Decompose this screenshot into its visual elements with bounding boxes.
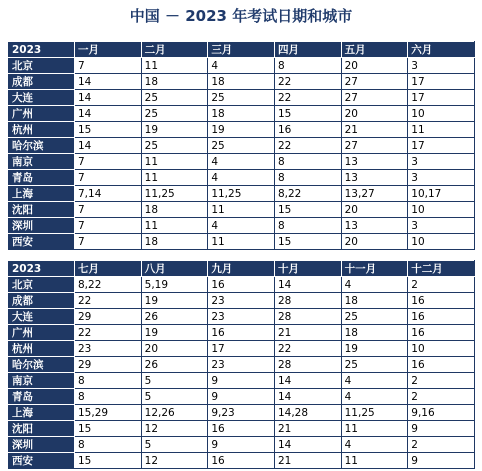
year-header: 2023 xyxy=(9,42,75,58)
exam-date-cell: 5 xyxy=(141,437,208,453)
header-row xyxy=(9,42,475,58)
table-row xyxy=(9,293,475,309)
exam-date-cell: 8 xyxy=(274,218,341,234)
exam-schedule-table-jan-jun xyxy=(8,41,475,250)
table-row xyxy=(9,218,475,234)
exam-date-cell: 10 xyxy=(408,341,475,357)
exam-date-cell: 21 xyxy=(341,122,408,138)
exam-date-cell: 25 xyxy=(208,138,275,154)
exam-date-cell: 9 xyxy=(408,421,475,437)
exam-date-cell: 10 xyxy=(408,106,475,122)
table-row xyxy=(9,106,475,122)
table-row xyxy=(9,186,475,202)
city-label: 上海 xyxy=(9,186,75,202)
exam-date-cell: 15 xyxy=(274,202,341,218)
exam-date-cell: 11 xyxy=(341,453,408,469)
exam-date-cell: 13 xyxy=(341,154,408,170)
exam-date-cell: 4 xyxy=(341,373,408,389)
exam-date-cell: 23 xyxy=(208,293,275,309)
exam-date-cell: 14 xyxy=(274,389,341,405)
exam-date-cell: 18 xyxy=(341,325,408,341)
exam-date-cell: 17 xyxy=(408,74,475,90)
exam-date-cell: 12,26 xyxy=(141,405,208,421)
exam-date-cell: 5 xyxy=(141,373,208,389)
exam-date-cell: 13 xyxy=(341,218,408,234)
exam-date-cell: 26 xyxy=(141,309,208,325)
exam-date-cell: 25 xyxy=(341,309,408,325)
exam-date-cell: 5 xyxy=(141,389,208,405)
page-title: 中国 － 2023 年考试日期和城市 xyxy=(129,7,353,25)
exam-date-cell: 15 xyxy=(274,234,341,250)
month-header: 五月 xyxy=(341,42,408,58)
exam-date-cell: 4 xyxy=(341,389,408,405)
exam-date-cell: 4 xyxy=(208,154,275,170)
city-label: 大连 xyxy=(9,90,75,106)
exam-date-cell: 25 xyxy=(141,138,208,154)
city-label: 南京 xyxy=(9,154,75,170)
table-row xyxy=(9,202,475,218)
exam-date-cell: 11 xyxy=(408,122,475,138)
table-row xyxy=(9,234,475,250)
exam-date-cell: 8,22 xyxy=(75,277,142,293)
city-label: 西安 xyxy=(9,453,75,469)
exam-date-cell: 18 xyxy=(341,293,408,309)
exam-date-cell: 19 xyxy=(341,341,408,357)
exam-date-cell: 2 xyxy=(408,389,475,405)
exam-date-cell: 14 xyxy=(75,90,142,106)
exam-date-cell: 17 xyxy=(208,341,275,357)
month-header: 九月 xyxy=(208,261,275,277)
exam-date-cell: 12 xyxy=(141,453,208,469)
exam-date-cell: 16 xyxy=(208,453,275,469)
exam-date-cell: 11 xyxy=(208,202,275,218)
table-row xyxy=(9,138,475,154)
exam-date-cell: 22 xyxy=(75,325,142,341)
exam-date-cell: 18 xyxy=(141,234,208,250)
exam-date-cell: 9 xyxy=(208,437,275,453)
city-label: 成都 xyxy=(9,293,75,309)
exam-date-cell: 8 xyxy=(75,389,142,405)
exam-date-cell: 11 xyxy=(208,234,275,250)
exam-date-cell: 26 xyxy=(141,357,208,373)
exam-date-cell: 8 xyxy=(274,170,341,186)
exam-date-cell: 27 xyxy=(341,138,408,154)
exam-date-cell: 16 xyxy=(274,122,341,138)
table-row xyxy=(9,405,475,421)
month-header: 二月 xyxy=(141,42,208,58)
exam-date-cell: 14,28 xyxy=(274,405,341,421)
city-label: 深圳 xyxy=(9,218,75,234)
exam-date-cell: 22 xyxy=(274,341,341,357)
table-row xyxy=(9,74,475,90)
table-row xyxy=(9,154,475,170)
exam-date-cell: 5,19 xyxy=(141,277,208,293)
exam-date-cell: 23 xyxy=(208,357,275,373)
exam-date-cell: 16 xyxy=(208,325,275,341)
exam-date-cell: 14 xyxy=(75,106,142,122)
table-row xyxy=(9,437,475,453)
exam-date-cell: 16 xyxy=(208,277,275,293)
exam-date-cell: 10 xyxy=(408,202,475,218)
exam-date-cell: 9 xyxy=(208,389,275,405)
city-label: 上海 xyxy=(9,405,75,421)
exam-date-cell: 11 xyxy=(341,421,408,437)
exam-date-cell: 11 xyxy=(141,218,208,234)
exam-date-cell: 3 xyxy=(408,218,475,234)
exam-date-cell: 18 xyxy=(208,74,275,90)
exam-date-cell: 7,14 xyxy=(75,186,142,202)
table-row xyxy=(9,373,475,389)
exam-date-cell: 28 xyxy=(274,309,341,325)
table-row xyxy=(9,90,475,106)
exam-date-cell: 8 xyxy=(274,154,341,170)
table-row xyxy=(9,453,475,469)
exam-date-cell: 11,25 xyxy=(341,405,408,421)
exam-date-cell: 20 xyxy=(341,58,408,74)
exam-date-cell: 13 xyxy=(341,170,408,186)
city-label: 沈阳 xyxy=(9,421,75,437)
exam-date-cell: 7 xyxy=(75,58,142,74)
month-header: 六月 xyxy=(408,42,475,58)
exam-date-cell: 7 xyxy=(75,170,142,186)
exam-date-cell: 19 xyxy=(141,325,208,341)
city-label: 青岛 xyxy=(9,170,75,186)
exam-date-cell: 14 xyxy=(75,138,142,154)
exam-date-cell: 14 xyxy=(75,74,142,90)
exam-date-cell: 8 xyxy=(274,58,341,74)
exam-date-cell: 21 xyxy=(274,453,341,469)
exam-date-cell: 3 xyxy=(408,58,475,74)
exam-date-cell: 4 xyxy=(208,58,275,74)
city-label: 杭州 xyxy=(9,341,75,357)
exam-date-cell: 18 xyxy=(141,74,208,90)
exam-date-cell: 18 xyxy=(141,202,208,218)
exam-date-cell: 22 xyxy=(274,138,341,154)
city-label: 广州 xyxy=(9,106,75,122)
exam-date-cell: 22 xyxy=(75,293,142,309)
exam-date-cell: 23 xyxy=(208,309,275,325)
exam-date-cell: 29 xyxy=(75,309,142,325)
exam-date-cell: 15 xyxy=(75,122,142,138)
exam-date-cell: 16 xyxy=(408,293,475,309)
exam-date-cell: 23 xyxy=(75,341,142,357)
city-label: 南京 xyxy=(9,373,75,389)
exam-date-cell: 2 xyxy=(408,437,475,453)
exam-date-cell: 4 xyxy=(341,437,408,453)
table-row xyxy=(9,421,475,437)
exam-date-cell: 11 xyxy=(141,170,208,186)
city-label: 西安 xyxy=(9,234,75,250)
exam-date-cell: 9,16 xyxy=(408,405,475,421)
exam-date-cell: 3 xyxy=(408,154,475,170)
month-header: 八月 xyxy=(141,261,208,277)
table-row xyxy=(9,325,475,341)
city-label: 深圳 xyxy=(9,437,75,453)
exam-date-cell: 14 xyxy=(274,437,341,453)
exam-date-cell: 10,17 xyxy=(408,186,475,202)
exam-date-cell: 19 xyxy=(141,122,208,138)
city-label: 北京 xyxy=(9,58,75,74)
table-row xyxy=(9,389,475,405)
exam-date-cell: 9 xyxy=(408,453,475,469)
exam-date-cell: 16 xyxy=(208,421,275,437)
city-label: 广州 xyxy=(9,325,75,341)
exam-date-cell: 12 xyxy=(141,421,208,437)
exam-date-cell: 15 xyxy=(75,421,142,437)
table-row xyxy=(9,122,475,138)
exam-date-cell: 7 xyxy=(75,218,142,234)
exam-date-cell: 11,25 xyxy=(141,186,208,202)
exam-date-cell: 2 xyxy=(408,373,475,389)
exam-date-cell: 9 xyxy=(208,373,275,389)
table-row xyxy=(9,309,475,325)
exam-date-cell: 14 xyxy=(274,373,341,389)
exam-date-cell: 20 xyxy=(341,106,408,122)
exam-date-cell: 18 xyxy=(208,106,275,122)
exam-date-cell: 11 xyxy=(141,154,208,170)
exam-date-cell: 2 xyxy=(408,277,475,293)
exam-date-cell: 22 xyxy=(274,74,341,90)
city-label: 哈尔滨 xyxy=(9,357,75,373)
exam-date-cell: 7 xyxy=(75,234,142,250)
table-row xyxy=(9,277,475,293)
table-row xyxy=(9,58,475,74)
exam-date-cell: 27 xyxy=(341,74,408,90)
city-label: 北京 xyxy=(9,277,75,293)
exam-date-cell: 4 xyxy=(341,277,408,293)
exam-date-cell: 25 xyxy=(208,90,275,106)
month-header: 三月 xyxy=(208,42,275,58)
exam-date-cell: 20 xyxy=(341,234,408,250)
exam-date-cell: 7 xyxy=(75,202,142,218)
exam-date-cell: 22 xyxy=(274,90,341,106)
exam-date-cell: 16 xyxy=(408,325,475,341)
exam-date-cell: 17 xyxy=(408,138,475,154)
city-label: 哈尔滨 xyxy=(9,138,75,154)
exam-date-cell: 16 xyxy=(408,357,475,373)
month-header: 七月 xyxy=(75,261,142,277)
table-row xyxy=(9,170,475,186)
exam-date-cell: 17 xyxy=(408,90,475,106)
exam-schedule-table-jul-dec xyxy=(8,260,475,469)
exam-date-cell: 10 xyxy=(408,234,475,250)
exam-date-cell: 29 xyxy=(75,357,142,373)
year-header: 2023 xyxy=(9,261,75,277)
exam-date-cell: 14 xyxy=(274,277,341,293)
exam-date-cell: 25 xyxy=(141,90,208,106)
exam-date-cell: 11,25 xyxy=(208,186,275,202)
exam-date-cell: 8 xyxy=(75,373,142,389)
exam-date-cell: 21 xyxy=(274,421,341,437)
exam-date-cell: 28 xyxy=(274,357,341,373)
exam-date-cell: 8,22 xyxy=(274,186,341,202)
month-header: 十月 xyxy=(274,261,341,277)
exam-date-cell: 19 xyxy=(141,293,208,309)
month-header: 四月 xyxy=(274,42,341,58)
exam-date-cell: 15 xyxy=(75,453,142,469)
exam-date-cell: 4 xyxy=(208,218,275,234)
city-label: 沈阳 xyxy=(9,202,75,218)
table-row xyxy=(9,357,475,373)
exam-date-cell: 20 xyxy=(141,341,208,357)
exam-date-cell: 21 xyxy=(274,325,341,341)
month-header: 十二月 xyxy=(408,261,475,277)
month-header: 一月 xyxy=(75,42,142,58)
exam-date-cell: 20 xyxy=(341,202,408,218)
exam-date-cell: 15,29 xyxy=(75,405,142,421)
exam-date-cell: 3 xyxy=(408,170,475,186)
exam-date-cell: 13,27 xyxy=(341,186,408,202)
header-row xyxy=(9,261,475,277)
exam-date-cell: 4 xyxy=(208,170,275,186)
month-header: 十一月 xyxy=(341,261,408,277)
exam-date-cell: 15 xyxy=(274,106,341,122)
exam-date-cell: 19 xyxy=(208,122,275,138)
exam-date-cell: 8 xyxy=(75,437,142,453)
exam-date-cell: 27 xyxy=(341,90,408,106)
exam-date-cell: 28 xyxy=(274,293,341,309)
city-label: 大连 xyxy=(9,309,75,325)
exam-date-cell: 25 xyxy=(141,106,208,122)
exam-date-cell: 25 xyxy=(341,357,408,373)
city-label: 杭州 xyxy=(9,122,75,138)
city-label: 青岛 xyxy=(9,389,75,405)
table-row xyxy=(9,341,475,357)
city-label: 成都 xyxy=(9,74,75,90)
exam-date-cell: 16 xyxy=(408,309,475,325)
exam-date-cell: 9,23 xyxy=(208,405,275,421)
exam-date-cell: 7 xyxy=(75,154,142,170)
exam-date-cell: 11 xyxy=(141,58,208,74)
